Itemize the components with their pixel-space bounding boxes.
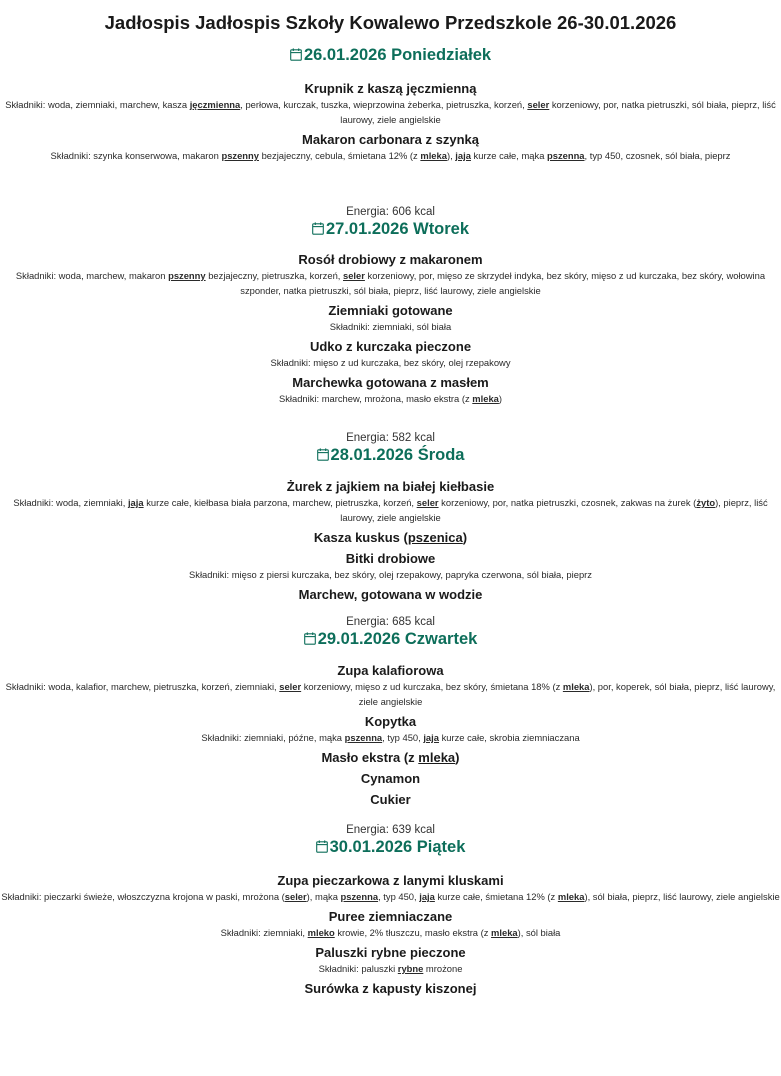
dish-ingredients <box>0 355 781 370</box>
text-fragment: ) <box>498 393 503 404</box>
dish-name: Rosół drobiowy z makaronem <box>298 252 483 267</box>
energy-label: Energia: <box>346 824 393 836</box>
energy-label: Energia: <box>346 432 393 444</box>
allergen-mark: pszenna <box>340 891 379 902</box>
text-fragment: szynka konserwowa, makaron <box>93 150 222 161</box>
dish-item <box>0 771 781 787</box>
dish-item <box>0 303 781 334</box>
allergen-mark: jaja <box>423 732 439 743</box>
day-heading <box>0 445 781 465</box>
text-fragment: ), por, koperek, sól biała, pieprz, liść laurowy, ziele angielskie <box>358 681 776 707</box>
ingredients-label: Składniki: <box>5 681 49 692</box>
allergen-mark: mleka <box>562 681 590 692</box>
dish-name: Bitki drobiowe <box>345 551 436 566</box>
dish-ingredients <box>0 495 781 525</box>
text-fragment: woda, marchew, makaron <box>58 270 169 281</box>
text-fragment: woda, kalafior, marchew, pietruszka, korzeń, ziemniaki, <box>48 681 280 692</box>
energy-total <box>0 615 781 629</box>
energy-value: 685 kcal <box>392 616 435 628</box>
day-heading-text: 28.01.2026 Środa <box>330 446 465 464</box>
text-fragment: pieczarki świeże, włoszczyzna krojona w paski, mrożona ( <box>44 891 285 902</box>
energy-value: 582 kcal <box>392 432 435 444</box>
text-fragment: woda, ziemniaki, <box>56 497 128 508</box>
text-fragment: korzeniowy, por, natka pietruszki, sól biała, pieprz, liść laurowy, ziele angielskie <box>340 99 776 125</box>
dish-ingredients <box>0 925 781 940</box>
dish-ingredients <box>0 268 781 298</box>
allergen-mark: mleko <box>307 927 335 938</box>
energy-total <box>0 431 781 445</box>
dish-name: Kopytka <box>364 714 417 729</box>
text-fragment: , typ 450, <box>378 891 420 902</box>
text-fragment: ) <box>455 750 460 765</box>
energy-label: Energia: <box>346 616 393 628</box>
text-fragment: bezjajeczny, pietruszka, korzeń, <box>205 270 343 281</box>
dish-ingredients <box>0 889 781 904</box>
energy-total <box>0 823 781 837</box>
ingredients-label: Składniki: <box>329 321 373 332</box>
dish-name: Puree ziemniaczane <box>328 909 453 924</box>
calendar-icon <box>317 448 329 461</box>
allergen-mark: pszenny <box>168 270 206 281</box>
dish-item <box>0 909 781 940</box>
day-heading <box>0 45 781 65</box>
calendar-icon <box>304 632 316 645</box>
dish-ingredients <box>0 148 781 163</box>
dish-name: Cynamon <box>360 771 421 786</box>
day-section <box>0 629 781 837</box>
dish-name: Makaron carbonara z szynką <box>301 132 480 147</box>
day-section <box>0 45 781 219</box>
dish-name: Udko z kurczaka pieczone <box>309 339 472 354</box>
dish-name: Krupnik z kaszą jęczmienną <box>304 81 477 96</box>
text-fragment: ), mąka <box>306 891 341 902</box>
dish-name: Żurek z jajkiem na białej kiełbasie <box>286 479 495 494</box>
text-fragment: woda, ziemniaki, marchew, kasza <box>47 99 190 110</box>
text-fragment: paluszki <box>361 963 398 974</box>
allergen-mark: pszenna <box>547 150 585 161</box>
dish-ingredients <box>0 319 781 334</box>
dish-ingredients <box>0 679 781 709</box>
text-fragment: , typ 450, czosnek, sól biała, pieprz <box>584 150 731 161</box>
allergen-mark: mleka <box>420 150 447 161</box>
energy-label: Energia: <box>346 206 393 218</box>
day-heading-text: 27.01.2026 Wtorek <box>325 220 470 238</box>
day-heading-text: 30.01.2026 Piątek <box>329 838 466 856</box>
allergen-mark: rybne <box>397 963 424 974</box>
calendar-icon <box>316 840 328 853</box>
dish-item <box>0 339 781 370</box>
day-heading <box>0 837 781 857</box>
allergen-mark: jaja <box>127 497 144 508</box>
ingredients-label: Składniki: <box>15 270 59 281</box>
allergen-mark: pszenny <box>221 150 259 161</box>
dish-name: Paluszki rybne pieczone <box>315 945 466 960</box>
allergen-mark: seler <box>416 497 439 508</box>
dish-item <box>0 945 781 976</box>
text-fragment: kurze całe, kiełbasa biała parzona, marchew, pietruszka, korzeń, <box>143 497 417 508</box>
allergen-mark: seler <box>284 891 307 902</box>
day-heading-text: 29.01.2026 Czwartek <box>317 630 478 648</box>
allergen-mark: jęczmienna <box>189 99 241 110</box>
text-fragment: Masło ekstra (z <box>321 750 419 765</box>
dish-item <box>0 132 781 163</box>
allergen-mark: seler <box>279 681 302 692</box>
ingredients-label: Składniki: <box>189 569 232 580</box>
text-fragment: , perłowa, kurczak, tuszka, wieprzowina żeberka, pietruszka, korzeń, <box>240 99 528 110</box>
allergen-mark: mleka <box>557 891 585 902</box>
text-fragment: krowie, 2% tłuszczu, masło ekstra (z <box>334 927 492 938</box>
day-heading-text: 26.01.2026 Poniedziałek <box>303 46 492 64</box>
ingredients-label: Składniki: <box>50 150 94 161</box>
text-fragment: ziemniaki, sól biała <box>372 321 452 332</box>
allergen-mark: pszenica <box>407 530 463 545</box>
dish-item <box>0 587 781 603</box>
day-section <box>0 445 781 629</box>
energy-total <box>0 205 781 219</box>
dish-name <box>0 530 781 546</box>
text-fragment: ), <box>446 150 456 161</box>
allergen-mark: jaja <box>455 150 471 161</box>
allergen-mark: pszenna <box>344 732 383 743</box>
ingredients-label: Składniki: <box>278 393 322 404</box>
dish-ingredients <box>0 391 781 406</box>
text-fragment: korzeniowy, por, mięso ze skrzydeł indyka, bez skóry, mięso z ud kurczaka, bez skóry, wołowina szponder, natka pietruszki, sól biała, pieprz, liść laurowy, ziele angielskie <box>240 270 766 296</box>
text-fragment: mięso z ud kurczaka, bez skóry, olej rzepakowy <box>313 357 511 368</box>
dish-item <box>0 873 781 904</box>
text-fragment: ) <box>462 530 468 545</box>
text-fragment: bezjajeczny, cebula, śmietana 12% (z <box>258 150 421 161</box>
text-fragment: ), sól biała <box>517 927 561 938</box>
text-fragment: , typ 450, <box>382 732 424 743</box>
ingredients-label: Składniki: <box>270 357 314 368</box>
text-fragment: mrożone <box>423 963 463 974</box>
day-section <box>0 219 781 445</box>
text-fragment: marchew, mrożona, masło ekstra (z <box>321 393 473 404</box>
allergen-mark: mleka <box>418 750 456 765</box>
ingredients-label: Składniki: <box>13 497 57 508</box>
dish-item <box>0 530 781 546</box>
allergen-mark: żyto <box>696 497 716 508</box>
dish-name <box>0 750 781 766</box>
allergen-mark: jaja <box>419 891 435 902</box>
allergen-mark: mleka <box>472 393 499 404</box>
ingredients-label: Składniki: <box>5 99 48 110</box>
ingredients-label: Składniki: <box>318 963 362 974</box>
dish-item <box>0 981 781 997</box>
text-fragment: ziemniaki, <box>263 927 308 938</box>
dish-item <box>0 81 781 127</box>
dish-ingredients <box>0 567 781 582</box>
days-list <box>0 45 781 997</box>
allergen-mark: seler <box>343 270 365 281</box>
energy-value: 639 kcal <box>392 824 435 836</box>
text-fragment: kurze całe, śmietana 12% (z <box>434 891 558 902</box>
day-heading <box>0 219 781 239</box>
dish-item <box>0 750 781 766</box>
dish-name: Ziemniaki gotowane <box>328 303 453 318</box>
allergen-mark: mleka <box>491 927 518 938</box>
text-fragment: ), sól biała, pieprz, liść laurowy, ziele angielskie <box>584 891 780 902</box>
dish-ingredients <box>0 97 781 127</box>
dish-item <box>0 714 781 745</box>
dish-item <box>0 663 781 709</box>
dish-name: Marchewka gotowana z masłem <box>292 375 489 390</box>
dish-name: Surówka z kapusty kiszonej <box>304 981 477 996</box>
dish-item <box>0 252 781 298</box>
dish-name: Zupa pieczarkowa z lanymi kluskami <box>277 873 504 888</box>
day-heading <box>0 629 781 649</box>
text-fragment: kurze całe, skrobia ziemniaczana <box>438 732 580 743</box>
text-fragment: ziemniaki, późne, mąka <box>244 732 345 743</box>
allergen-mark: seler <box>527 99 550 110</box>
dish-ingredients <box>0 961 781 976</box>
energy-value: 606 kcal <box>392 206 435 218</box>
text-fragment: Kasza kuskus ( <box>313 530 408 545</box>
text-fragment: mięso z piersi kurczaka, bez skóry, olej rzepakowy, papryka czerwona, sól biała, pieprz <box>231 569 592 580</box>
dish-item <box>0 792 781 808</box>
ingredients-label: Składniki: <box>201 732 245 743</box>
calendar-icon <box>290 48 302 61</box>
text-fragment: korzeniowy, por, natka pietruszki, czosnek, zakwas na żurek ( <box>438 497 697 508</box>
day-section <box>0 837 781 997</box>
text-fragment: kurze całe, mąka <box>470 150 548 161</box>
dish-name: Marchew, gotowana w wodzie <box>298 587 483 602</box>
dish-item <box>0 551 781 582</box>
text-fragment: ), pieprz, liść laurowy, ziele angielskie <box>340 497 768 523</box>
dish-name: Zupa kalafiorowa <box>337 663 444 678</box>
ingredients-label: Składniki: <box>220 927 264 938</box>
dish-name: Cukier <box>370 792 411 807</box>
ingredients-label: Składniki: <box>1 891 45 902</box>
dish-ingredients <box>0 730 781 745</box>
text-fragment: korzeniowy, mięso z ud kurczaka, bez skóry, śmietana 18% (z <box>301 681 563 692</box>
dish-item <box>0 375 781 406</box>
calendar-icon <box>312 222 324 235</box>
page-title: Jadłospis Jadłospis Szkoły Kowalewo Przedszkole 26-30.01.2026 <box>104 12 677 33</box>
dish-item <box>0 479 781 525</box>
